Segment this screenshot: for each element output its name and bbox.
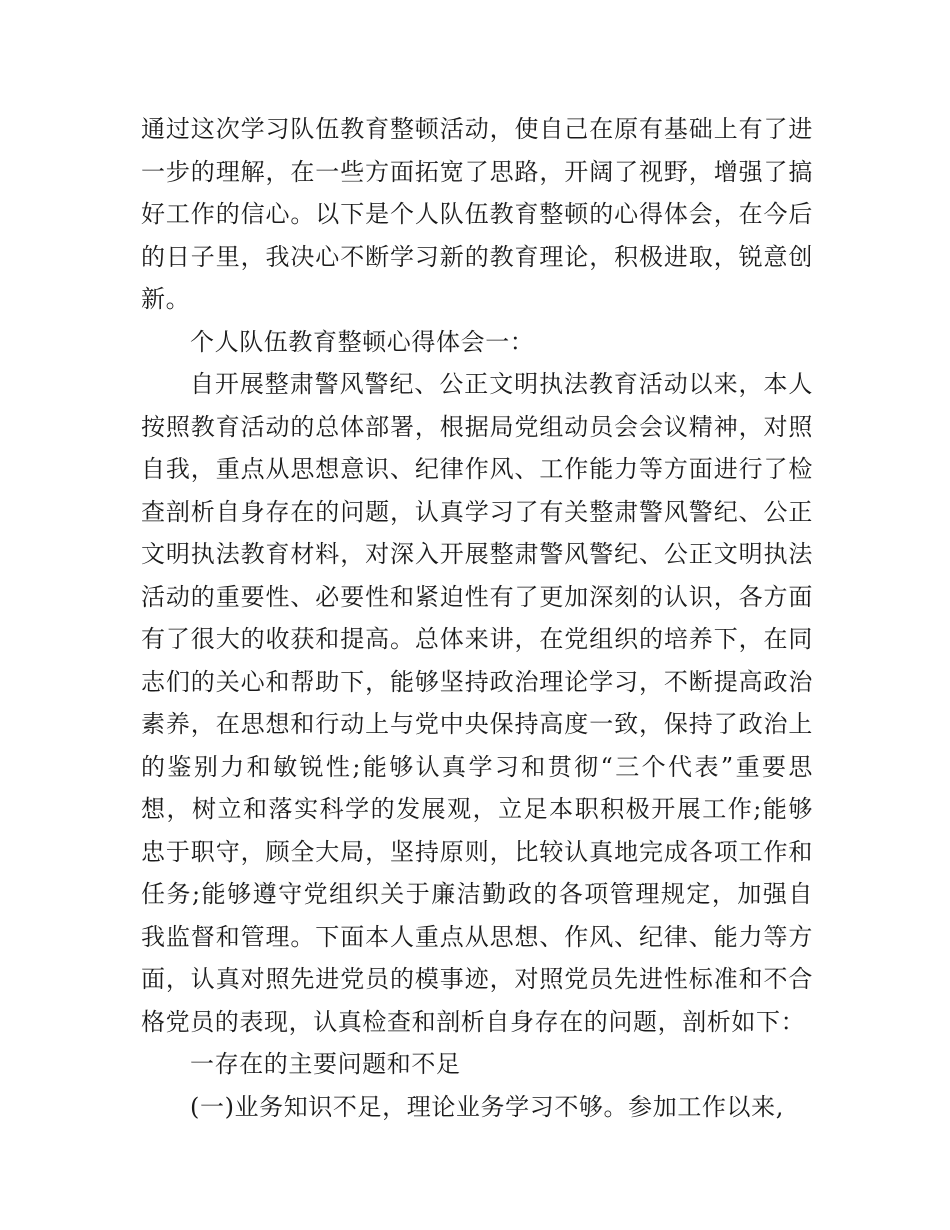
heading-main-problems: 一存在的主要问题和不足 [190,1050,461,1078]
document-body [141,108,813,1128]
intro-paragraph: 通过这次学习队伍教育整顿活动，使自己在原有基础上有了进一步的理解，在一些方面拓宽了思路，开阔了视野，增强了搞好工作的信心。以下是个人队伍教育整顿的心得体会，在今后的日子里，我决心不断学习新的教育理论，积极进取，锐意创新。 [141,115,813,313]
section-title: 个人队伍教育整顿心得体会一： [190,327,535,356]
list-item-business-knowledge: (一)业务知识不足，理论业务学习不够。参加工作以来, [190,1092,784,1121]
body-paragraph: 自开展整肃警风警纪、公正文明执法教育活动以来，本人按照教育活动的总体部署，根据局党组动员会会议精神，对照自我，重点从思想意识、纪律作风、工作能力等方面进行了检查剖析自身存在的问题，认真学习了有关整肃警风警纪、公正文明执法教育材料，对深入开展整肃警风警纪、公正文明执法活动的重要性、必要性和紧迫性有了更加深刻的认识，各方面有了很大的收获和提高。总体来讲，在党组织的培养下，在同志们的关心和帮助下，能够坚持政治理论学习，不断提高政治素养，在思想和行动上与党中央保持高度一致，保持了政治上的鉴别力和敏锐性;能够认真学习和贯彻“三个代表”重要思想，树立和落实科学的发展观，立足本职积极开展工作;能够忠于职守，顾全大局，坚持原则，比较认真地完成各项工作和任务;能够遵守党组织关于廉洁勤政的各项管理规定，加强自我监督和管理。下面本人重点从思想、作风、纪律、能力等方面，认真对照先进党员的模事迹，对照党员先进性标准和不合格党员的表现，认真检查和剖析自身存在的问题，剖析如下： [141,370,813,1036]
